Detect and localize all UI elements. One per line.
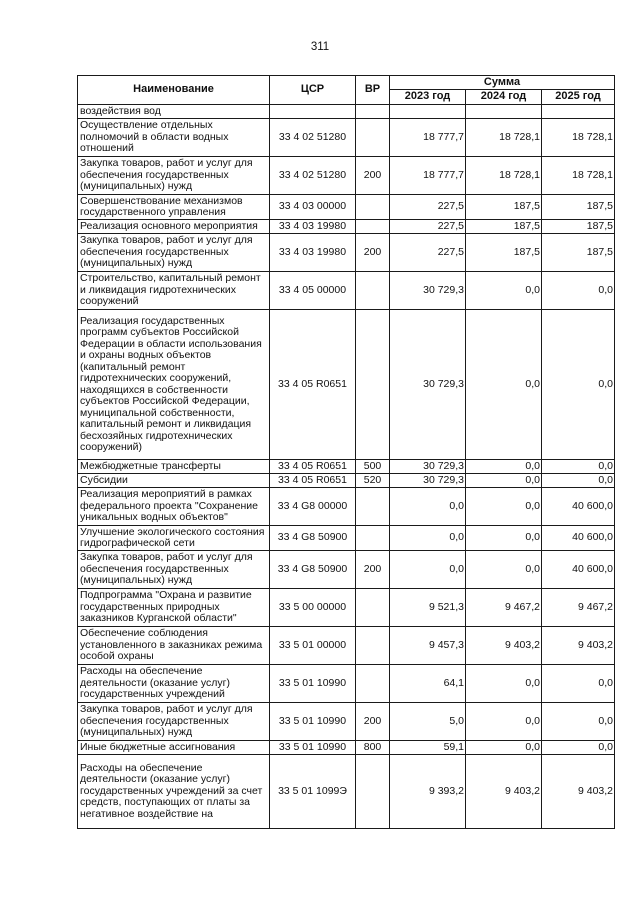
row-csr-cell: 33 5 01 1099Э [270,755,356,829]
row-csr-cell: 33 5 00 00000 [270,589,356,627]
row-2024-cell: 187,5 [466,220,542,234]
row-2025-cell: 40 600,0 [542,526,615,551]
row-2025-cell: 0,0 [542,703,615,741]
row-2023-cell [390,105,466,119]
table-header [78,76,615,105]
row-2024-cell: 9 467,2 [466,589,542,627]
row-2024-cell: 9 403,2 [466,627,542,665]
table-row [78,755,615,829]
row-vr-cell [356,526,390,551]
row-2023-cell: 30 729,3 [390,460,466,474]
row-2023-cell: 0,0 [390,526,466,551]
row-2025-cell: 18 728,1 [542,157,615,195]
row-2023-cell: 9 457,3 [390,627,466,665]
row-2024-cell: 0,0 [466,665,542,703]
row-2025-cell [542,105,615,119]
row-name-cell: Межбюджетные трансферты [78,460,270,474]
table-row [78,105,615,119]
row-vr-cell [356,119,390,157]
row-2024-cell: 187,5 [466,195,542,220]
table-row [78,234,615,272]
row-csr-cell: 33 4 G8 50900 [270,551,356,589]
row-vr-cell: 500 [356,460,390,474]
header-csr: ЦСР [270,76,356,105]
row-vr-cell [356,755,390,829]
row-2023-cell: 18 777,7 [390,157,466,195]
table-row [78,741,615,755]
row-2025-cell: 0,0 [542,741,615,755]
row-vr-cell: 520 [356,474,390,488]
row-csr-cell: 33 4 G8 50900 [270,526,356,551]
row-2025-cell: 18 728,1 [542,119,615,157]
row-2024-cell: 0,0 [466,474,542,488]
row-2025-cell: 40 600,0 [542,488,615,526]
row-2024-cell: 0,0 [466,488,542,526]
row-vr-cell: 200 [356,234,390,272]
row-2025-cell: 9 467,2 [542,589,615,627]
row-name-cell: Реализация основного мероприятия [78,220,270,234]
row-vr-cell: 200 [356,703,390,741]
row-2024-cell: 9 403,2 [466,755,542,829]
row-name-cell: Субсидии [78,474,270,488]
table-row [78,272,615,310]
row-vr-cell [356,105,390,119]
row-vr-cell [356,589,390,627]
header-vr: ВР [356,76,390,105]
table-body [78,105,615,829]
row-2023-cell: 9 521,3 [390,589,466,627]
table-row [78,589,615,627]
row-name-cell: Расходы на обеспечение деятельности (оказание услуг) государственных учреждений [78,665,270,703]
row-name-cell: Строительство, капитальный ремонт и ликвидация гидротехнических сооружений [78,272,270,310]
row-csr-cell: 33 5 01 10990 [270,665,356,703]
table-row [78,310,615,460]
row-name-cell: воздействия вод [78,105,270,119]
row-csr-cell: 33 4 02 51280 [270,119,356,157]
table-row [78,474,615,488]
row-vr-cell [356,488,390,526]
row-name-cell: Обеспечение соблюдения установленного в заказниках режима особой охраны [78,627,270,665]
row-2023-cell: 0,0 [390,488,466,526]
row-vr-cell: 800 [356,741,390,755]
table-row [78,526,615,551]
row-2023-cell: 5,0 [390,703,466,741]
row-csr-cell [270,105,356,119]
row-vr-cell [356,665,390,703]
row-csr-cell: 33 5 01 00000 [270,627,356,665]
row-2024-cell: 0,0 [466,526,542,551]
table-row [78,488,615,526]
row-csr-cell: 33 4 05 R0651 [270,474,356,488]
row-csr-cell: 33 4 05 R0651 [270,310,356,460]
table-row [78,157,615,195]
header-year-2024: 2024 год [466,90,542,105]
row-2025-cell: 0,0 [542,474,615,488]
row-name-cell: Закупка товаров, работ и услуг для обеспечения государственных (муниципальных) нужд [78,234,270,272]
row-csr-cell: 33 4 03 19980 [270,220,356,234]
row-2024-cell: 0,0 [466,460,542,474]
page-number: 311 [310,41,330,53]
row-csr-cell: 33 4 G8 00000 [270,488,356,526]
header-year-2023: 2023 год [390,90,466,105]
row-vr-cell [356,627,390,665]
row-2024-cell: 0,0 [466,272,542,310]
row-2025-cell: 187,5 [542,220,615,234]
row-2024-cell: 0,0 [466,310,542,460]
header-year-2025: 2025 год [542,90,615,105]
row-2023-cell: 64,1 [390,665,466,703]
row-name-cell: Расходы на обеспечение деятельности (оказание услуг) государственных учреждений за счет средств, поступающих от платы за негативное воздействие на [78,755,270,829]
row-2025-cell: 0,0 [542,460,615,474]
budget-table [77,75,615,829]
row-vr-cell [356,195,390,220]
row-2024-cell [466,105,542,119]
table-row [78,119,615,157]
row-name-cell: Закупка товаров, работ и услуг для обеспечения государственных (муниципальных) нужд [78,551,270,589]
row-2025-cell: 0,0 [542,310,615,460]
table-row [78,220,615,234]
row-name-cell: Закупка товаров, работ и услуг для обеспечения государственных (муниципальных) нужд [78,157,270,195]
row-2025-cell: 0,0 [542,665,615,703]
row-2023-cell: 30 729,3 [390,310,466,460]
row-2025-cell: 187,5 [542,195,615,220]
header-sum: Сумма [390,76,615,90]
row-2023-cell: 30 729,3 [390,272,466,310]
row-2023-cell: 18 777,7 [390,119,466,157]
row-2024-cell: 0,0 [466,741,542,755]
table-row [78,665,615,703]
row-csr-cell: 33 4 05 00000 [270,272,356,310]
row-2025-cell: 187,5 [542,234,615,272]
header-name: Наименование [78,76,270,105]
row-2024-cell: 18 728,1 [466,119,542,157]
row-csr-cell: 33 4 03 19980 [270,234,356,272]
table-row [78,460,615,474]
row-name-cell: Улучшение экологического состояния гидрографической сети [78,526,270,551]
row-2024-cell: 187,5 [466,234,542,272]
row-2024-cell: 18 728,1 [466,157,542,195]
row-name-cell: Реализация мероприятий в рамках федерального проекта "Сохранение уникальных водных объектов" [78,488,270,526]
row-name-cell: Иные бюджетные ассигнования [78,741,270,755]
row-2023-cell: 30 729,3 [390,474,466,488]
row-name-cell: Подпрограмма "Охрана и развитие государственных природных заказников Курганской области" [78,589,270,627]
row-name-cell: Совершенствование механизмов государственного управления [78,195,270,220]
row-name-cell: Реализация государственных программ субъектов Российской Федерации в области использования и охраны водных объектов (капитальный ремонт гидротехнических сооружений, находящихся в собственности субъектов Российской Федерации, муниципальной собственности, капитальный ремонт и ликвидация бесхозяйных гидротехнических сооружений) [78,310,270,460]
row-2024-cell: 0,0 [466,551,542,589]
row-name-cell: Осуществление отдельных полномочий в области водных отношений [78,119,270,157]
row-2025-cell: 9 403,2 [542,627,615,665]
row-2025-cell: 0,0 [542,272,615,310]
row-2023-cell: 227,5 [390,195,466,220]
row-name-cell: Закупка товаров, работ и услуг для обеспечения государственных (муниципальных) нужд [78,703,270,741]
table-row [78,627,615,665]
row-vr-cell: 200 [356,551,390,589]
row-vr-cell [356,310,390,460]
row-vr-cell: 200 [356,157,390,195]
row-2023-cell: 227,5 [390,220,466,234]
table-row [78,195,615,220]
table-row [78,703,615,741]
row-2024-cell: 0,0 [466,703,542,741]
row-2023-cell: 59,1 [390,741,466,755]
row-csr-cell: 33 4 05 R0651 [270,460,356,474]
row-2023-cell: 9 393,2 [390,755,466,829]
row-2023-cell: 0,0 [390,551,466,589]
row-csr-cell: 33 4 03 00000 [270,195,356,220]
row-2023-cell: 227,5 [390,234,466,272]
row-csr-cell: 33 5 01 10990 [270,741,356,755]
row-vr-cell [356,220,390,234]
row-2025-cell: 40 600,0 [542,551,615,589]
row-vr-cell [356,272,390,310]
row-csr-cell: 33 4 02 51280 [270,157,356,195]
row-2025-cell: 9 403,2 [542,755,615,829]
row-csr-cell: 33 5 01 10990 [270,703,356,741]
table-row [78,551,615,589]
